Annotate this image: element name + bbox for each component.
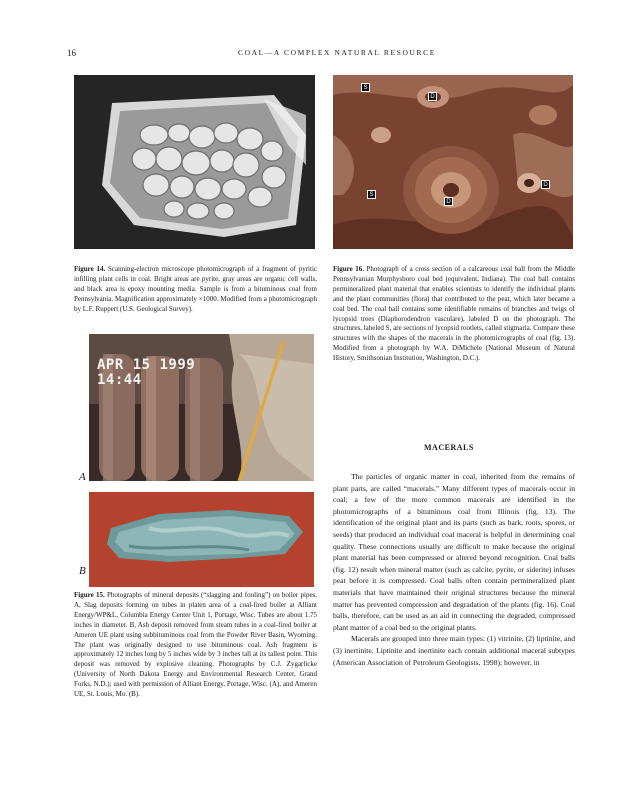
stamp-date: APR 15 1999 — [97, 357, 196, 373]
caption-text: Photograph of a cross section of a calcareous coal ball from the Middle Pennsylvanian Murphysboro coal bed (equivalent, Indiana). The coal ball contains permineralized plant material that enables scientists to identify the individual plants and the plant communities (flora) that contributed to the peat, which later became a coal bed. The coal ball contains some identifiable remains of branches and twigs of lycopsid trees (Diaphorodendron vasculare), labeled D on the photograph. The structures, labeled S, are sections of lycopsid rootlets, called stigmaria. Compare these structures with the shapes of the macerals in the photomicrographs of coal (fig. 13). Modified from a photograph by W.A. DiMichele (National Museum of Natural History, Smithsonian Institution, Washington, D.C.). — [333, 265, 576, 363]
running-head: COAL—A COMPLEX NATURAL RESOURCE — [238, 48, 436, 57]
figure-14-caption — [74, 265, 317, 315]
figure-16-tag-d: D — [541, 180, 550, 189]
photo-date-stamp — [97, 358, 195, 388]
page-number: 16 — [67, 48, 76, 58]
figure-16-tag-s: S — [367, 190, 376, 199]
section-heading: MACERALS — [424, 443, 474, 452]
figure-16-caption — [333, 265, 575, 364]
figure-16-tag-s: S — [361, 83, 370, 92]
figure-15-caption — [74, 591, 317, 700]
figure-16-image — [333, 75, 573, 249]
caption-text: Scanning-electron microscope photomicrograph of a fragment of pyritic infilling plant cells in coal. Bright areas are pyrite, gray areas are organic cell walls, and black area is epoxy mounting media. Sample is from a bituminous coal from Pennsylvania. Magnification approximately ×1000. Modified from a photomicrograph by L.F. Ruppert (U.S. Geological Survey). — [74, 265, 318, 313]
figure-label: Figure 15. — [74, 591, 105, 599]
figure-14-image — [74, 75, 315, 249]
coal-ball-photograph — [333, 75, 573, 249]
figure-15a-image — [89, 334, 314, 481]
ash-deposit-photograph — [89, 492, 314, 587]
caption-text: Photographs of mineral deposits (“slagging and fouling”) on boiler pipes. A, Slag deposits forming on tubes in platen area of a coal-fired boiler at Alliant Energy/WP&L, Columbia Energy Center Unit 1, Portage, Wisc. Tubes are about 1.75 inches in diameter. B, Ash deposit removed from steam tubes in a coal-fired boiler at Ameren UE plant using subbituminous coal from the Powder River Basin, Wyoming. The plant was originally designed to use bituminous coal. Ash fragment is approximately 12 inches long by 5 inches wide by 3 inches tall at its tallest point. This deposit was removed by explosive cleaning. Photographs by C.J. Zygarlicke (University of North Dakota Energy and Environmental Research Center, Grand Forks, N.D.); used with permission of Alliant Energy, Portage, Wisc. (A), and Ameren UE, St. Louis, Mo. (B). — [74, 591, 318, 699]
figure-label: Figure 16. — [333, 265, 364, 273]
paragraph: The particles of organic matter in coal, inherited from the remains of plant parts, are called “macerals.” Many different types of macerals occur in coal; a few of the more common macerals are identified in the photomicrographs of a bituminous coal from Illinois (fig. 13). The identification of the original plant and its parts (such as bark, roots, spores, or seeds) that produced an individual coal maceral is helpful in determining coal quality. These connections usually are difficult to make because the original plant material has been compressed or altered beyond recognition. Coal balls (fig. 12) result when mineral matter (such as calcite, pyrite, or siderite) infuses peat before it is compressed. Coal balls often contain permineralized plant materials that have maintained their original structures because the mineral matter has prevented compression and degradation of the plants (fig. 16). Coal balls, therefore, can be used as an aid in connecting the degraded, compressed plant matter of a coal bed to the original plants. — [333, 472, 575, 632]
paragraph: Macerals are grouped into three main types: (1) vitrinite, (2) liptinite, and (3) inertinite. Liptinite and inertinite each contain additional maceral subtypes (American Association of Petroleum Geologists, 1998); however, in — [333, 634, 575, 667]
sem-photomicrograph — [74, 75, 315, 249]
figure-label: Figure 14. — [74, 265, 106, 273]
panel-label-a: A — [79, 471, 86, 483]
figure-16-tag-d: D — [428, 92, 437, 101]
figure-16-tag-d: D — [444, 197, 453, 206]
body-text — [333, 471, 575, 668]
figure-15b-image — [89, 492, 314, 587]
panel-label-b: B — [79, 565, 86, 577]
stamp-time: 14:44 — [97, 372, 142, 388]
